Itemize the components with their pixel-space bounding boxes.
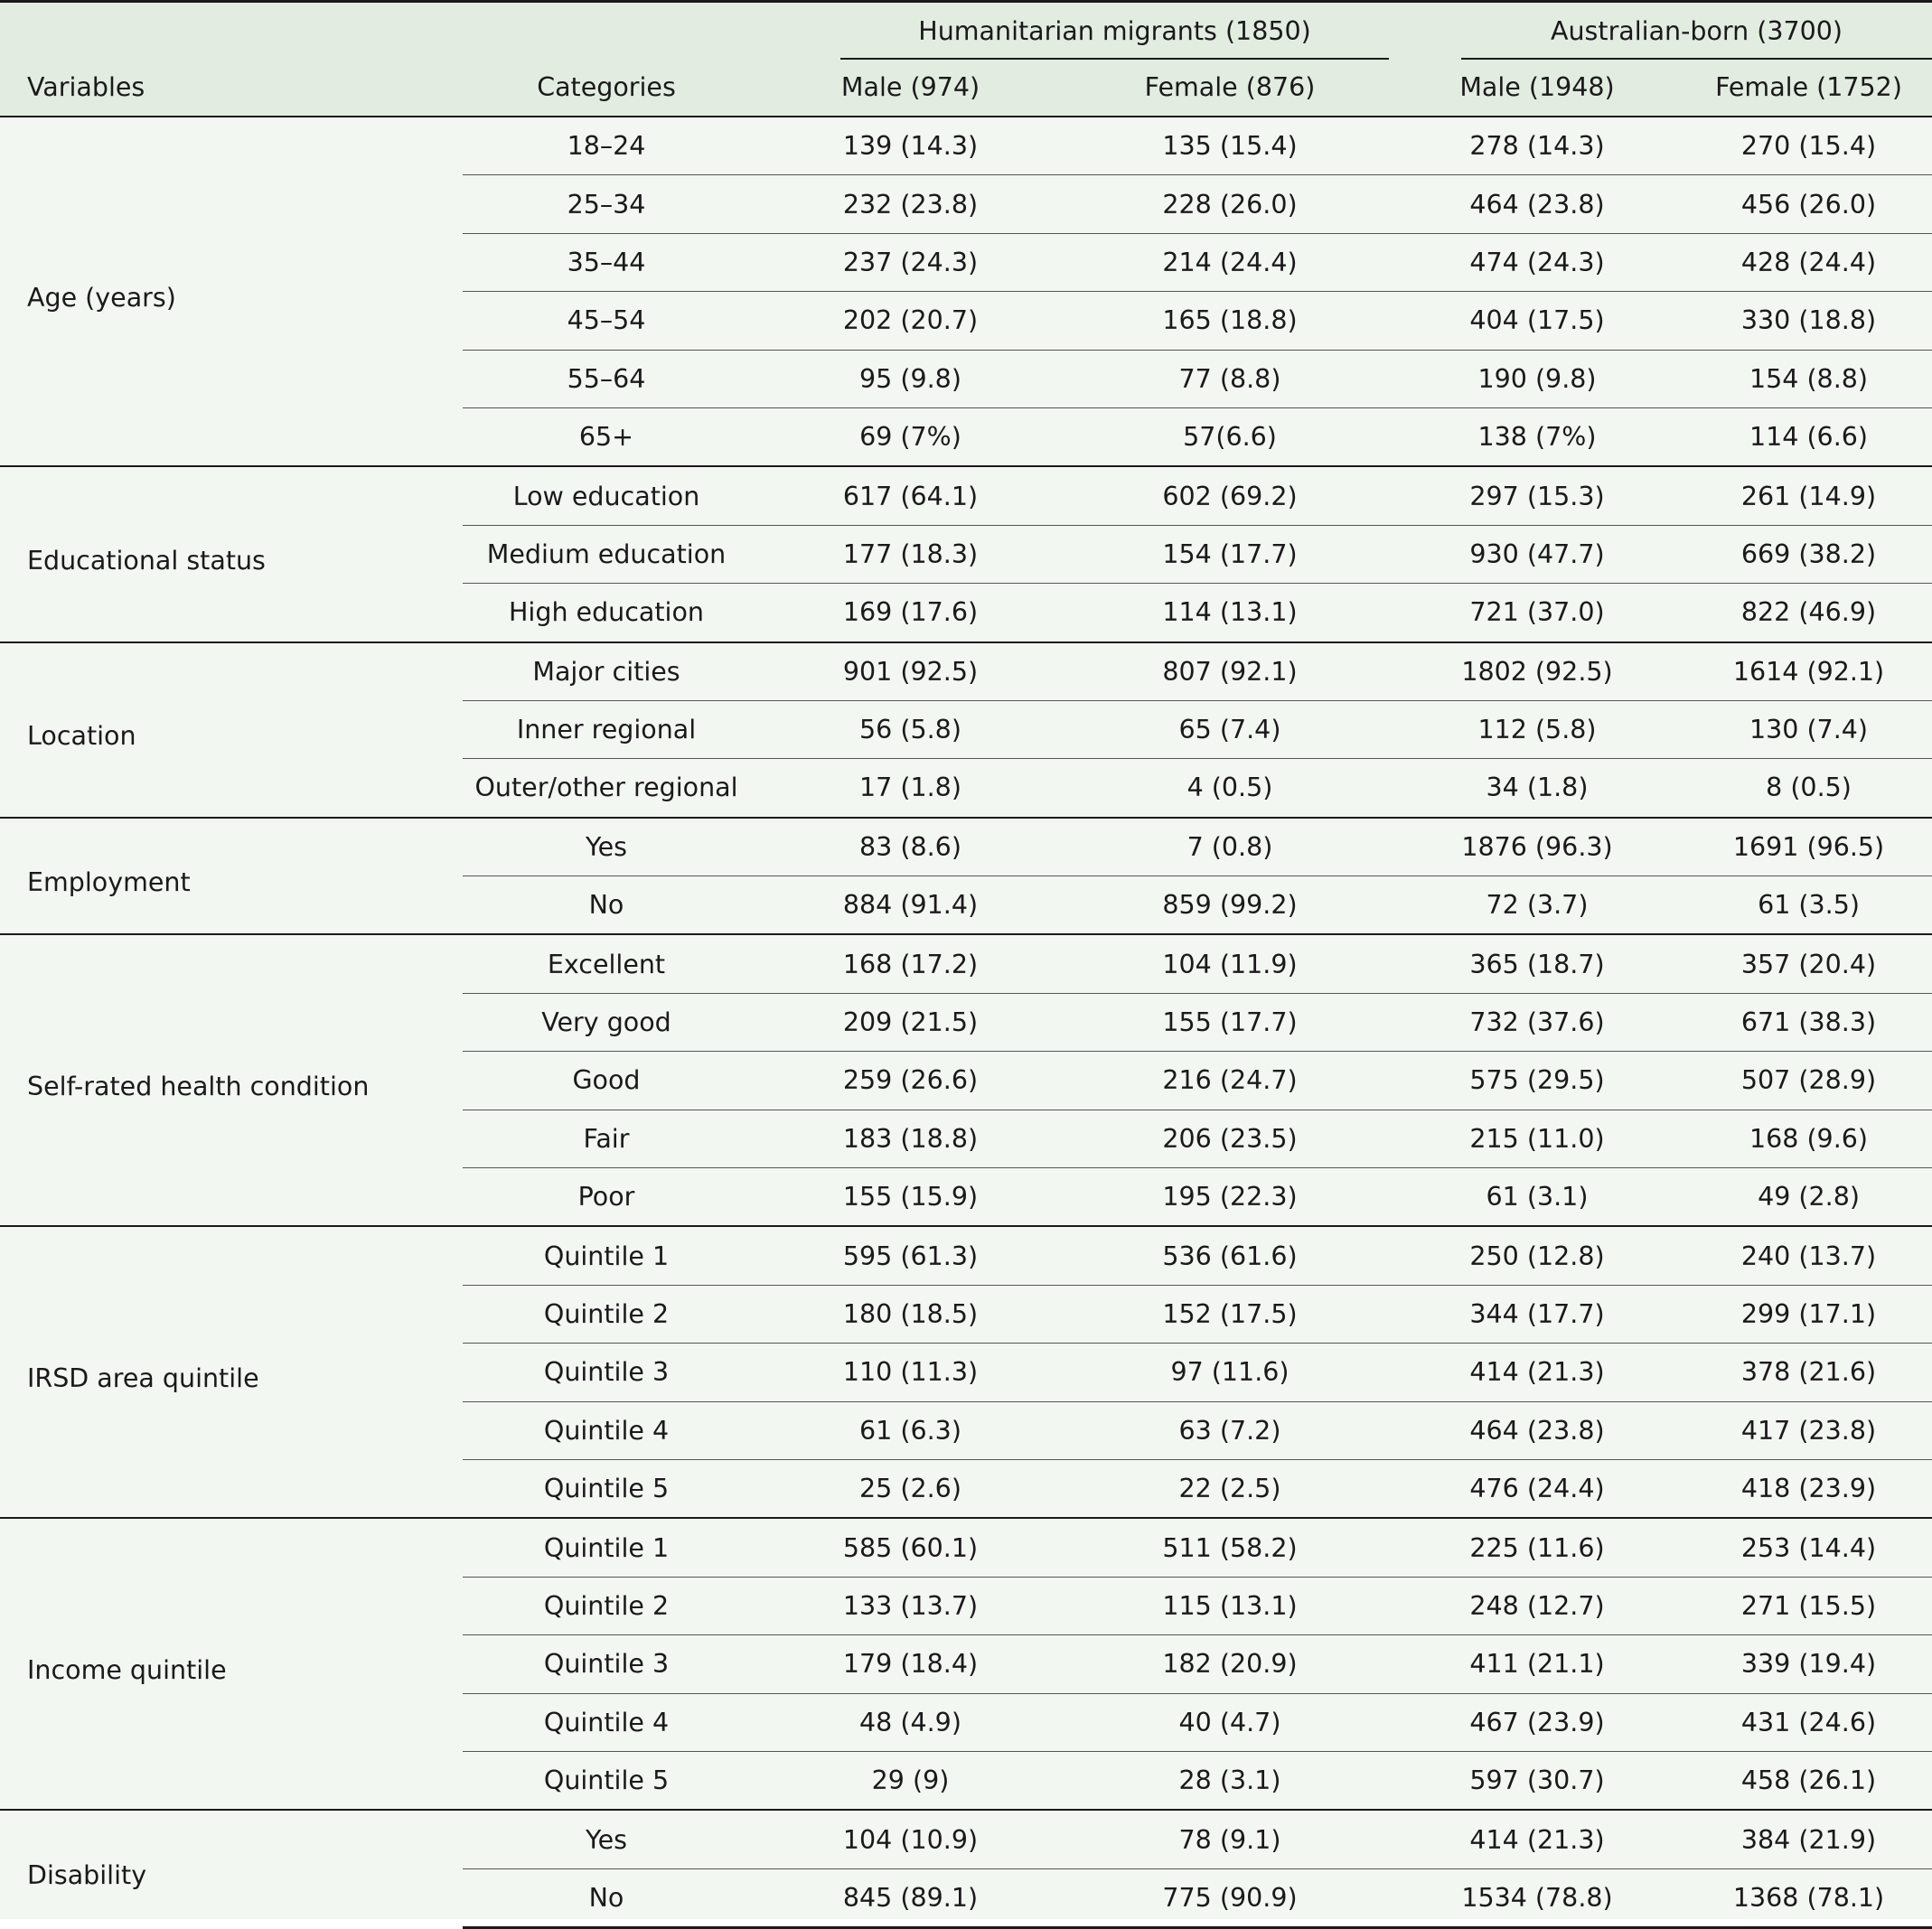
hm-male-cell: 48 (4.9)	[750, 1693, 1071, 1751]
hm-female-cell: 214 (24.4)	[1071, 233, 1389, 291]
hm-male-cell: 585 (60.1)	[750, 1518, 1071, 1577]
ab-female-cell: 428 (24.4)	[1685, 233, 1932, 291]
ab-male-cell: 721 (37.0)	[1389, 584, 1685, 642]
hm-male-cell: 25 (2.6)	[750, 1459, 1071, 1518]
ab-male-cell: 411 (21.1)	[1389, 1635, 1685, 1693]
category-cell: 65+	[463, 407, 750, 466]
header-spacer	[463, 2, 750, 60]
category-cell: Quintile 5	[463, 1751, 750, 1810]
hm-female-cell: 536 (61.6)	[1071, 1226, 1389, 1285]
ab-female-cell: 49 (2.8)	[1685, 1168, 1932, 1227]
ab-female-cell: 114 (6.6)	[1685, 407, 1932, 466]
group-header-australian-label: Australian-born (3700)	[1550, 15, 1843, 46]
ab-female-cell: 154 (8.8)	[1685, 350, 1932, 407]
hm-female-cell: 115 (13.1)	[1071, 1577, 1389, 1634]
header-spacer	[0, 2, 463, 60]
ab-male-cell: 297 (15.3)	[1389, 466, 1685, 525]
ab-male-cell: 414 (21.3)	[1389, 1344, 1685, 1401]
column-header-ab-female: Female (1752)	[1685, 59, 1932, 117]
ab-male-cell: 61 (3.1)	[1389, 1168, 1685, 1227]
hm-female-cell: 216 (24.7)	[1071, 1052, 1389, 1110]
hm-female-cell: 40 (4.7)	[1071, 1693, 1389, 1751]
hm-female-cell: 206 (23.5)	[1071, 1110, 1389, 1167]
category-cell: No	[463, 1868, 750, 1927]
hm-female-cell: 182 (20.9)	[1071, 1635, 1389, 1693]
table-row	[0, 1518, 1932, 1577]
hm-male-cell: 177 (18.3)	[750, 525, 1071, 583]
ab-female-cell: 240 (13.7)	[1685, 1226, 1932, 1285]
group-header-humanitarian-label: Humanitarian migrants (1850)	[918, 15, 1311, 46]
variable-label: Educational status	[27, 545, 266, 576]
category-cell: Major cities	[463, 642, 750, 701]
column-header-hm-male: Male (974)	[750, 59, 1071, 117]
hm-female-cell: 152 (17.5)	[1071, 1285, 1389, 1343]
hm-female-cell: 154 (17.7)	[1071, 525, 1389, 583]
hm-male-cell: 61 (6.3)	[750, 1401, 1071, 1459]
ab-female-cell: 507 (28.9)	[1685, 1052, 1932, 1110]
ab-male-cell: 404 (17.5)	[1389, 292, 1685, 350]
variable-cell	[0, 1226, 463, 1518]
variable-label: Disability	[27, 1860, 147, 1891]
ab-male-cell: 365 (18.7)	[1389, 934, 1685, 993]
ab-female-cell: 270 (15.4)	[1685, 117, 1932, 175]
ab-male-cell: 278 (14.3)	[1389, 117, 1685, 175]
ab-male-cell: 476 (24.4)	[1389, 1459, 1685, 1518]
table-row	[0, 117, 1932, 175]
variable-label: Employment	[27, 867, 191, 898]
ab-male-cell: 138 (7%)	[1389, 407, 1685, 466]
table-row	[0, 1810, 1932, 1868]
category-cell: 18–24	[463, 117, 750, 175]
hm-male-cell: 617 (64.1)	[750, 466, 1071, 525]
ab-male-cell: 225 (11.6)	[1389, 1518, 1685, 1577]
category-cell: Quintile 4	[463, 1401, 750, 1459]
ab-male-cell: 1876 (96.3)	[1389, 818, 1685, 876]
variable-label: Age (years)	[27, 283, 176, 314]
ab-male-cell: 467 (23.9)	[1389, 1693, 1685, 1751]
ab-female-cell: 1614 (92.1)	[1685, 642, 1932, 701]
table-row	[0, 818, 1932, 876]
category-cell: 55–64	[463, 350, 750, 407]
ab-female-cell: 357 (20.4)	[1685, 934, 1932, 993]
category-cell: High education	[463, 584, 750, 642]
hm-male-cell: 139 (14.3)	[750, 117, 1071, 175]
category-cell: Outer/other regional	[463, 759, 750, 818]
hm-male-cell: 845 (89.1)	[750, 1868, 1071, 1927]
hm-female-cell: 228 (26.0)	[1071, 175, 1389, 233]
group-header-humanitarian	[840, 2, 1389, 60]
category-cell: No	[463, 876, 750, 935]
ab-female-cell: 330 (18.8)	[1685, 292, 1932, 350]
ab-female-cell: 418 (23.9)	[1685, 1459, 1932, 1518]
ab-female-cell: 8 (0.5)	[1685, 759, 1932, 818]
ab-female-cell: 456 (26.0)	[1685, 175, 1932, 233]
header-spacer	[750, 2, 840, 60]
ab-male-cell: 344 (17.7)	[1389, 1285, 1685, 1343]
ab-male-cell: 414 (21.3)	[1389, 1810, 1685, 1868]
hm-female-cell: 78 (9.1)	[1071, 1810, 1389, 1868]
variable-cell	[0, 117, 463, 466]
ab-female-cell: 299 (17.1)	[1685, 1285, 1932, 1343]
hm-female-cell: 775 (90.9)	[1071, 1868, 1389, 1927]
hm-male-cell: 29 (9)	[750, 1751, 1071, 1810]
hm-female-cell: 65 (7.4)	[1071, 700, 1389, 758]
hm-male-cell: 169 (17.6)	[750, 584, 1071, 642]
hm-male-cell: 83 (8.6)	[750, 818, 1071, 876]
hm-male-cell: 237 (24.3)	[750, 233, 1071, 291]
ab-female-cell: 669 (38.2)	[1685, 525, 1932, 583]
category-cell: Quintile 1	[463, 1518, 750, 1577]
ab-female-cell: 378 (21.6)	[1685, 1344, 1932, 1401]
category-cell: Excellent	[463, 934, 750, 993]
ab-male-cell: 464 (23.8)	[1389, 175, 1685, 233]
ab-female-cell: 61 (3.5)	[1685, 876, 1932, 935]
ab-male-cell: 72 (3.7)	[1389, 876, 1685, 935]
hm-female-cell: 135 (15.4)	[1071, 117, 1389, 175]
ab-male-cell: 34 (1.8)	[1389, 759, 1685, 818]
category-cell: Low education	[463, 466, 750, 525]
hm-female-cell: 28 (3.1)	[1071, 1751, 1389, 1810]
category-cell: Quintile 2	[463, 1285, 750, 1343]
ab-female-cell: 261 (14.9)	[1685, 466, 1932, 525]
hm-female-cell: 4 (0.5)	[1071, 759, 1389, 818]
ab-female-cell: 271 (15.5)	[1685, 1577, 1932, 1634]
variable-cell	[0, 466, 463, 641]
category-cell: Quintile 5	[463, 1459, 750, 1518]
hm-male-cell: 104 (10.9)	[750, 1810, 1071, 1868]
ab-female-cell: 253 (14.4)	[1685, 1518, 1932, 1577]
hm-male-cell: 17 (1.8)	[750, 759, 1071, 818]
ab-male-cell: 215 (11.0)	[1389, 1110, 1685, 1167]
variable-label: Income quintile	[27, 1655, 227, 1686]
category-cell: Quintile 4	[463, 1693, 750, 1751]
category-cell: Quintile 1	[463, 1226, 750, 1285]
table-body	[0, 117, 1932, 1928]
category-cell: Yes	[463, 818, 750, 876]
ab-male-cell: 248 (12.7)	[1389, 1577, 1685, 1634]
ab-female-cell: 822 (46.9)	[1685, 584, 1932, 642]
ab-male-cell: 597 (30.7)	[1389, 1751, 1685, 1810]
hm-female-cell: 57(6.6)	[1071, 407, 1389, 466]
table-row	[0, 934, 1932, 993]
ab-female-cell: 417 (23.8)	[1685, 1401, 1932, 1459]
hm-female-cell: 602 (69.2)	[1071, 466, 1389, 525]
hm-male-cell: 56 (5.8)	[750, 700, 1071, 758]
hm-female-cell: 165 (18.8)	[1071, 292, 1389, 350]
variable-cell	[0, 642, 463, 818]
ab-female-cell: 1691 (96.5)	[1685, 818, 1932, 876]
header-spacer	[1389, 2, 1461, 60]
category-cell: Medium education	[463, 525, 750, 583]
hm-female-cell: 859 (99.2)	[1071, 876, 1389, 935]
hm-female-cell: 195 (22.3)	[1071, 1168, 1389, 1227]
variable-cell	[0, 1810, 463, 1927]
table-row	[0, 1226, 1932, 1285]
table-row	[0, 466, 1932, 525]
ab-male-cell: 575 (29.5)	[1389, 1052, 1685, 1110]
hm-female-cell: 97 (11.6)	[1071, 1344, 1389, 1401]
hm-male-cell: 168 (17.2)	[750, 934, 1071, 993]
ab-female-cell: 384 (21.9)	[1685, 1810, 1932, 1868]
ab-male-cell: 1802 (92.5)	[1389, 642, 1685, 701]
group-header-rule	[840, 58, 1389, 60]
hm-male-cell: 901 (92.5)	[750, 642, 1071, 701]
hm-female-cell: 511 (58.2)	[1071, 1518, 1389, 1577]
category-cell: Very good	[463, 993, 750, 1051]
ab-male-cell: 1534 (78.8)	[1389, 1868, 1685, 1927]
category-cell: 25–34	[463, 175, 750, 233]
category-cell: Quintile 2	[463, 1577, 750, 1634]
column-header-categories: Categories	[463, 59, 750, 117]
variable-label: IRSD area quintile	[27, 1363, 259, 1394]
variable-label: Self-rated health condition	[27, 1072, 370, 1102]
hm-female-cell: 104 (11.9)	[1071, 934, 1389, 993]
ab-female-cell: 671 (38.3)	[1685, 993, 1932, 1051]
ab-female-cell: 339 (19.4)	[1685, 1635, 1932, 1693]
category-cell: Good	[463, 1052, 750, 1110]
hm-male-cell: 202 (20.7)	[750, 292, 1071, 350]
variable-cell	[0, 934, 463, 1226]
category-cell: Yes	[463, 1810, 750, 1868]
hm-male-cell: 209 (21.5)	[750, 993, 1071, 1051]
ab-female-cell: 431 (24.6)	[1685, 1693, 1932, 1751]
category-cell: Fair	[463, 1110, 750, 1167]
group-header-australian	[1461, 2, 1932, 60]
ab-male-cell: 930 (47.7)	[1389, 525, 1685, 583]
ab-male-cell: 474 (24.3)	[1389, 233, 1685, 291]
variable-label: Location	[27, 721, 136, 752]
variable-cell	[0, 1518, 463, 1810]
group-header-rule	[1461, 58, 1932, 60]
table-row	[0, 642, 1932, 701]
ab-male-cell: 732 (37.6)	[1389, 993, 1685, 1051]
category-cell: Quintile 3	[463, 1635, 750, 1693]
hm-male-cell: 259 (26.6)	[750, 1052, 1071, 1110]
ab-male-cell: 112 (5.8)	[1389, 700, 1685, 758]
hm-male-cell: 183 (18.8)	[750, 1110, 1071, 1167]
hm-female-cell: 22 (2.5)	[1071, 1459, 1389, 1518]
hm-female-cell: 77 (8.8)	[1071, 350, 1389, 407]
column-header-ab-male: Male (1948)	[1389, 59, 1685, 117]
hm-male-cell: 232 (23.8)	[750, 175, 1071, 233]
hm-male-cell: 110 (11.3)	[750, 1344, 1071, 1401]
category-cell: Quintile 3	[463, 1344, 750, 1401]
hm-male-cell: 180 (18.5)	[750, 1285, 1071, 1343]
ab-male-cell: 464 (23.8)	[1389, 1401, 1685, 1459]
hm-female-cell: 7 (0.8)	[1071, 818, 1389, 876]
hm-male-cell: 95 (9.8)	[750, 350, 1071, 407]
category-cell: 35–44	[463, 233, 750, 291]
hm-female-cell: 807 (92.1)	[1071, 642, 1389, 701]
ab-female-cell: 130 (7.4)	[1685, 700, 1932, 758]
variable-cell	[0, 818, 463, 935]
hm-male-cell: 179 (18.4)	[750, 1635, 1071, 1693]
category-cell: Inner regional	[463, 700, 750, 758]
hm-female-cell: 114 (13.1)	[1071, 584, 1389, 642]
ab-female-cell: 168 (9.6)	[1685, 1110, 1932, 1167]
hm-male-cell: 595 (61.3)	[750, 1226, 1071, 1285]
ab-male-cell: 190 (9.8)	[1389, 350, 1685, 407]
category-cell: Poor	[463, 1168, 750, 1227]
hm-female-cell: 63 (7.2)	[1071, 1401, 1389, 1459]
hm-male-cell: 884 (91.4)	[750, 876, 1071, 935]
hm-female-cell: 155 (17.7)	[1071, 993, 1389, 1051]
column-header-hm-female: Female (876)	[1071, 59, 1389, 117]
column-header-variables: Variables	[0, 59, 463, 117]
hm-male-cell: 69 (7%)	[750, 407, 1071, 466]
table-header	[0, 2, 1932, 117]
ab-male-cell: 250 (12.8)	[1389, 1226, 1685, 1285]
ab-female-cell: 1368 (78.1)	[1685, 1868, 1932, 1927]
hm-male-cell: 155 (15.9)	[750, 1168, 1071, 1227]
ab-female-cell: 458 (26.1)	[1685, 1751, 1932, 1810]
category-cell: 45–54	[463, 292, 750, 350]
hm-male-cell: 133 (13.7)	[750, 1577, 1071, 1634]
